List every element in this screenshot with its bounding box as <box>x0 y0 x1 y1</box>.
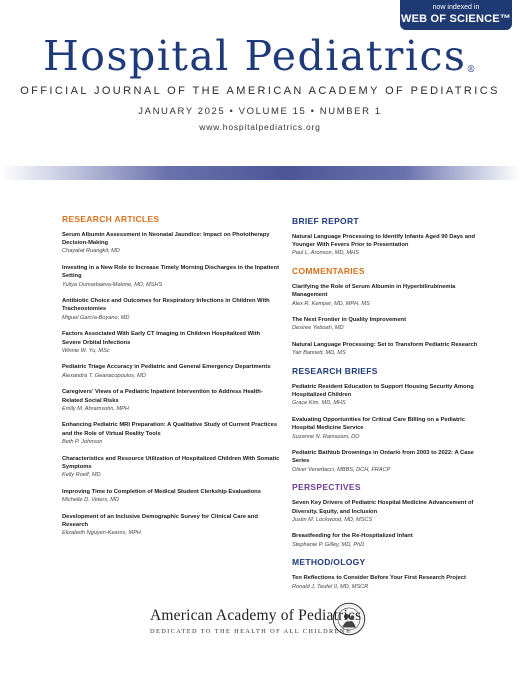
article-authors: Justin M. Lockwood, MD, MSCS <box>292 516 373 523</box>
article-authors: Grace Kim, MD, MHS <box>292 400 346 407</box>
badge-line2: WEB OF SCIENCE™ <box>401 13 511 25</box>
article-title: Investing in a New Role to Increase Timely Morning Discharges in the Inpatient Setting <box>62 265 280 280</box>
article-title: Serum Albumin Assessment in Neonatal Jaundice: Impact on Phototherapy Decision-Making <box>62 232 270 247</box>
article-entry <box>62 297 280 322</box>
article-authors: Emily M. Abramsohn, MPH <box>62 405 129 412</box>
article-entry <box>62 231 280 256</box>
article-authors: Paul L. Aronson, MD, MHS <box>292 250 359 257</box>
issue-info: JANUARY 2025 • VOLUME 15 • NUMBER 1 <box>138 106 382 117</box>
article-authors: Ronald J. Teufel II, MD, MSCR <box>292 583 369 590</box>
article-authors: Kelly Roelf, MD <box>62 471 101 478</box>
journal-subtitle: OFFICIAL JOURNAL OF THE AMERICAN ACADEMY OF PEDIATRICS <box>20 85 500 97</box>
article-entry <box>292 416 488 441</box>
article-entry <box>292 574 488 590</box>
article-title: Factors Associated With Early CT Imaging in Children Hospitalized With Severe Orbital Infections <box>62 331 261 346</box>
right-column <box>292 214 488 599</box>
brief-report-list <box>292 233 488 258</box>
article-title: Enhancing Pediatric MRI Preparation: A Qualitative Study of Current Practices and the Role of Virtual Reality Tools <box>62 422 278 437</box>
section-heading-commentaries: COMMENTARIES <box>292 266 365 277</box>
article-title: Characteristics and Resource Utilization of Hospitalized Children With Somatic Symptoms <box>62 455 280 470</box>
article-entry <box>292 341 488 357</box>
article-authors: Desiree Yeboah, MD <box>292 325 344 332</box>
method-ology-list <box>292 574 488 590</box>
journal-url: www.hospitalpediatrics.org <box>199 122 321 132</box>
article-entry <box>62 455 280 480</box>
section-heading-research-articles: RESEARCH ARTICLES <box>62 214 160 224</box>
article-authors: Winnie W. Yu, MSc <box>62 347 110 354</box>
section-heading-method-ology: METHOD/OLOGY <box>292 557 366 568</box>
article-authors: Miguel García-Boyano, MD <box>62 314 130 321</box>
article-entry <box>292 499 488 524</box>
section-heading-perspectives: PERSPECTIVES <box>292 482 361 493</box>
article-authors: Suzanne N. Ramazani, DO <box>292 433 360 440</box>
article-title: Clarifying the Role of Serum Albumin in Hyperbilirubinemia Management <box>292 284 456 299</box>
article-authors: Yuliya Oumarbaeva-Malone, MD, MSHS <box>62 281 163 288</box>
article-entry <box>62 513 280 538</box>
article-title: Improving Time to Completion of Medical Student Clerkship Evaluations <box>62 488 261 495</box>
article-title: Ten Reflections to Consider Before Your First Research Project <box>292 575 466 582</box>
decorative-band <box>0 166 520 180</box>
article-entry <box>62 388 280 413</box>
article-authors: Alexandra T. Geanacopoulos, MD <box>62 372 146 379</box>
article-title: Caregivers' Views of a Pediatric Inpatient Intervention to Address Health-Related Social Risks <box>62 389 263 404</box>
article-entry <box>292 283 488 308</box>
article-title: Development of an Inclusive Demographic Survey for Clinical Care and Research <box>62 513 258 528</box>
journal-title-text: Hospital Pediatrics <box>43 32 467 80</box>
article-authors: Yair Bannett, MD, MS <box>292 350 346 357</box>
article-title: Pediatric Bathtub Drownings in Ontario from 2003 to 2022: A Case Series <box>292 450 474 465</box>
article-authors: Oliver Venettacci, MBBS, DCH, FRACP <box>292 466 391 473</box>
research-articles-list <box>62 231 280 537</box>
article-authors: Beth P. Johnson <box>62 438 103 445</box>
article-entry <box>62 264 280 289</box>
section-heading-research-briefs: RESEARCH BRIEFS <box>292 366 378 377</box>
article-entry <box>62 363 280 379</box>
article-entry <box>292 233 488 258</box>
article-authors: Alex R. Kemper, MD, MPH, MS <box>292 300 370 307</box>
article-title: Pediatric Triage Accuracy in Pediatric and General Emergency Departments <box>62 364 271 371</box>
article-entry <box>62 421 280 446</box>
article-title: The Next Frontier in Quality Improvement <box>292 317 407 324</box>
article-entry <box>62 330 280 355</box>
article-entry <box>292 316 488 332</box>
commentaries-list <box>292 283 488 357</box>
article-title: Antibiotic Choice and Outcomes for Respiratory Infections in Children With Tracheostomies <box>62 298 270 313</box>
masthead <box>0 32 520 132</box>
article-entry <box>62 488 280 504</box>
article-entry <box>292 532 488 548</box>
registered-mark: ® <box>466 65 477 75</box>
left-column <box>62 214 280 546</box>
section-heading-brief-report: BRIEF REPORT <box>292 216 359 226</box>
article-title: Natural Language Processing: Set to Transform Pediatric Research <box>292 342 478 349</box>
article-title: Natural Language Processing to Identify Infants Aged 90 Days and Younger With Fevers Prior to Presentation <box>292 234 476 249</box>
article-title: Pediatric Resident Education to Support Housing Security Among Hospitalized Children <box>292 384 474 399</box>
journal-title <box>0 32 520 80</box>
article-entry <box>292 383 488 408</box>
article-authors: Stephanie P. Gilley, MD, PhD <box>292 541 365 548</box>
research-briefs-list <box>292 383 488 474</box>
article-title: Breastfeeding for the Re-Hospitalized Infant <box>292 533 413 540</box>
aap-name: American Academy of Pediatrics <box>150 607 362 624</box>
badge-line1: now indexed in <box>432 4 480 11</box>
article-authors: Chayatat Ruangkit, MD <box>62 248 120 255</box>
article-authors: Elizabeth Nguyen-Kearns, MPH <box>62 529 141 536</box>
article-title: Evaluating Opportunities for Critical Care Billing on a Pediatric Hospital Medicine Service <box>292 417 465 432</box>
perspectives-list <box>292 499 488 549</box>
article-title: Seven Key Drivers of Pediatric Hospital Medicine Advancement of Diversity, Equity, and Inclusion <box>292 500 474 515</box>
aap-tagline: DEDICATED TO THE HEALTH OF ALL CHILDREN® <box>150 628 352 635</box>
web-of-science-badge <box>400 0 512 30</box>
article-authors: Michelle D. Veters, MD <box>62 496 119 503</box>
article-entry <box>292 449 488 474</box>
